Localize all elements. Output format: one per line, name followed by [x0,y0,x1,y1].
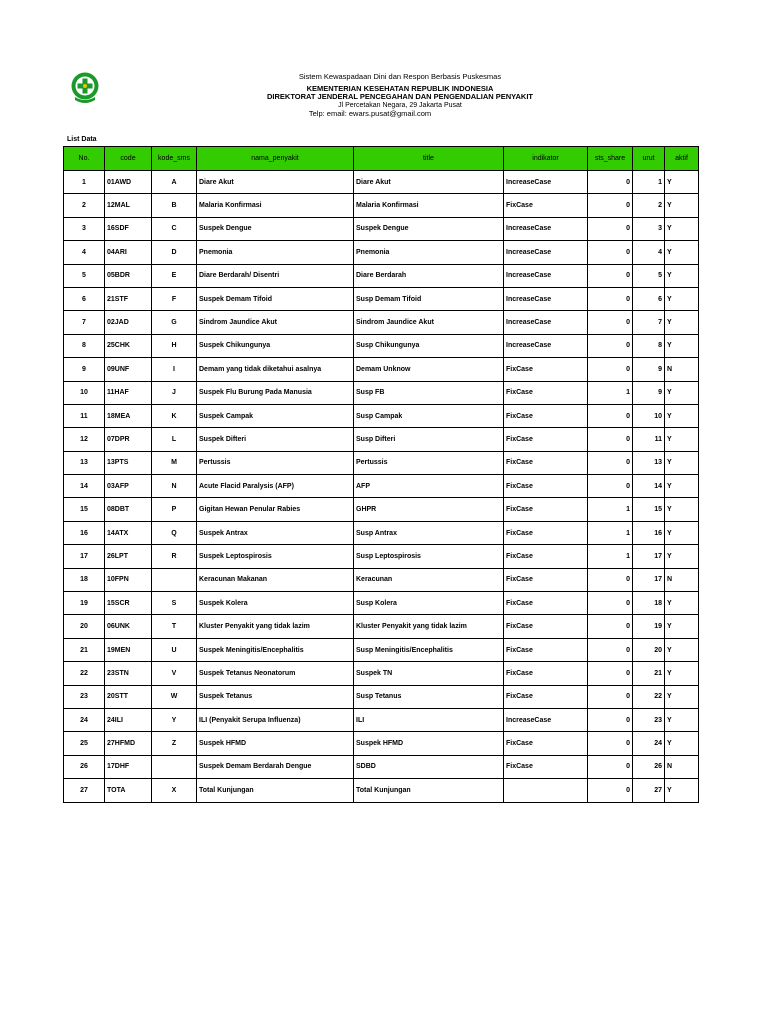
row-urut: 17 [633,545,665,568]
row-number: 24 [64,708,105,731]
row-kode-sms: W [152,685,197,708]
row-number: 20 [64,615,105,638]
row-title: Susp Meningitis/Encephalitis [354,638,504,661]
row-kode-sms: X [152,779,197,802]
table-row [64,334,699,357]
row-kode-sms: C [152,217,197,240]
row-nama-penyakit: Diare Akut [197,171,354,194]
row-aktif: Y [665,662,699,685]
row-kode-sms [152,568,197,591]
row-urut: 5 [633,264,665,287]
row-title: Keracunan [354,568,504,591]
row-sts-share: 1 [588,521,633,544]
row-sts-share: 0 [588,264,633,287]
table-row [64,404,699,427]
row-nama-penyakit: Kluster Penyakit yang tidak lazim [197,615,354,638]
row-code: 19MEN [105,638,152,661]
row-kode-sms: Y [152,708,197,731]
row-aktif: Y [665,404,699,427]
row-code: 10FPN [105,568,152,591]
row-code: 26LPT [105,545,152,568]
row-aktif: Y [665,521,699,544]
row-code: 12MAL [105,194,152,217]
row-kode-sms: P [152,498,197,521]
row-number: 13 [64,451,105,474]
row-number: 16 [64,521,105,544]
row-title: Sindrom Jaundice Akut [354,311,504,334]
row-sts-share: 0 [588,475,633,498]
row-sts-share: 0 [588,451,633,474]
row-nama-penyakit: Suspek Leptospirosis [197,545,354,568]
row-aktif: Y [665,428,699,451]
table-row [64,241,699,264]
row-nama-penyakit: Keracunan Makanan [197,568,354,591]
row-nama-penyakit: Suspek Campak [197,404,354,427]
row-aktif: Y [665,685,699,708]
row-sts-share: 0 [588,287,633,310]
row-urut: 22 [633,685,665,708]
header-system-name: Sistem Kewaspadaan Dini dan Respon Berbasis Puskesmas [298,72,502,81]
row-number: 18 [64,568,105,591]
row-nama-penyakit: Total Kunjungan [197,779,354,802]
row-nama-penyakit: Malaria Konfirmasi [197,194,354,217]
column-header: nama_penyakit [197,147,354,171]
row-nama-penyakit: Suspek Tetanus Neonatorum [197,662,354,685]
row-indikator: FixCase [504,475,588,498]
row-aktif: Y [665,241,699,264]
row-kode-sms: U [152,638,197,661]
row-number: 11 [64,404,105,427]
data-table [63,146,699,803]
column-header: indikator [504,147,588,171]
row-title: Diare Berdarah [354,264,504,287]
row-nama-penyakit: Pnemonia [197,241,354,264]
row-indikator: FixCase [504,358,588,381]
table-header-row [64,147,699,171]
row-code: TOTA [105,779,152,802]
row-urut: 6 [633,287,665,310]
row-code: 20STT [105,685,152,708]
row-nama-penyakit: Suspek Kolera [197,592,354,615]
table-row [64,545,699,568]
row-indikator: FixCase [504,685,588,708]
table-row [64,592,699,615]
row-indikator: FixCase [504,638,588,661]
row-kode-sms: Z [152,732,197,755]
row-number: 27 [64,779,105,802]
row-code: 14ATX [105,521,152,544]
row-kode-sms: M [152,451,197,474]
row-aktif: Y [665,171,699,194]
row-number: 17 [64,545,105,568]
row-aktif: N [665,568,699,591]
row-aktif: Y [665,498,699,521]
table-row [64,381,699,404]
row-code: 24ILI [105,708,152,731]
header-address: Jl Percetakan Negara, 29 Jakarta Pusat [338,102,462,109]
row-aktif: Y [665,287,699,310]
row-indikator: FixCase [504,662,588,685]
row-title: Susp Demam Tifoid [354,287,504,310]
row-nama-penyakit: Suspek Chikungunya [197,334,354,357]
row-urut: 15 [633,498,665,521]
row-indikator [504,779,588,802]
row-indikator: IncreaseCase [504,311,588,334]
row-sts-share: 0 [588,358,633,381]
row-number: 23 [64,685,105,708]
row-nama-penyakit: Suspek Difteri [197,428,354,451]
row-aktif: Y [665,475,699,498]
row-indikator: FixCase [504,755,588,778]
row-code: 25CHK [105,334,152,357]
row-urut: 9 [633,358,665,381]
row-aktif: Y [665,381,699,404]
row-sts-share: 0 [588,404,633,427]
table-row [64,358,699,381]
table-row [64,615,699,638]
row-aktif: N [665,755,699,778]
row-nama-penyakit: Pertussis [197,451,354,474]
table-row [64,287,699,310]
row-title: GHPR [354,498,504,521]
row-urut: 19 [633,615,665,638]
row-sts-share: 0 [588,685,633,708]
row-urut: 10 [633,404,665,427]
row-aktif: Y [665,194,699,217]
row-nama-penyakit: Suspek Demam Berdarah Dengue [197,755,354,778]
row-title: Demam Unknow [354,358,504,381]
row-kode-sms: Q [152,521,197,544]
row-code: 02JAD [105,311,152,334]
row-indikator: IncreaseCase [504,287,588,310]
row-number: 15 [64,498,105,521]
row-indikator: FixCase [504,568,588,591]
row-aktif: Y [665,264,699,287]
row-number: 12 [64,428,105,451]
row-number: 3 [64,217,105,240]
row-sts-share: 0 [588,592,633,615]
row-aktif: Y [665,732,699,755]
row-title: Pnemonia [354,241,504,264]
row-urut: 21 [633,662,665,685]
column-header: sts_share [588,147,633,171]
row-sts-share: 0 [588,662,633,685]
row-nama-penyakit: Suspek Flu Burung Pada Manusia [197,381,354,404]
row-aktif: Y [665,779,699,802]
row-sts-share: 0 [588,311,633,334]
row-kode-sms [152,755,197,778]
kemenkes-logo [70,70,100,106]
header-directorate: DIREKTORAT JENDERAL PENCEGAHAN DAN PENGENDALIAN PENYAKIT [266,92,533,101]
row-aktif: Y [665,638,699,661]
row-number: 7 [64,311,105,334]
row-title: Diare Akut [354,171,504,194]
row-number: 6 [64,287,105,310]
row-indikator: FixCase [504,592,588,615]
row-nama-penyakit: Suspek Demam Tifoid [197,287,354,310]
row-number: 25 [64,732,105,755]
row-aktif: Y [665,592,699,615]
row-sts-share: 1 [588,545,633,568]
table-body [64,171,699,803]
row-title: Total Kunjungan [354,779,504,802]
row-code: 05BDR [105,264,152,287]
row-nama-penyakit: Suspek Meningitis/Encephalitis [197,638,354,661]
row-title: Kluster Penyakit yang tidak lazim [354,615,504,638]
row-indikator: FixCase [504,498,588,521]
row-urut: 11 [633,428,665,451]
column-header: code [105,147,152,171]
table-row [64,755,699,778]
list-title: List Data [67,136,97,143]
header-ministry: KEMENTERIAN KESEHATAN REPUBLIK INDONESIA [306,84,494,93]
row-title: Suspek Dengue [354,217,504,240]
row-title: Susp Difteri [354,428,504,451]
row-nama-penyakit: Suspek HFMD [197,732,354,755]
row-aktif: Y [665,451,699,474]
row-sts-share: 0 [588,732,633,755]
row-title: Suspek HFMD [354,732,504,755]
column-header: title [354,147,504,171]
column-header: No. [64,147,105,171]
row-urut: 23 [633,708,665,731]
table-row [64,568,699,591]
row-nama-penyakit: Suspek Dengue [197,217,354,240]
table-row [64,451,699,474]
row-code: 01AWD [105,171,152,194]
table-row [64,708,699,731]
row-urut: 14 [633,475,665,498]
row-indikator: FixCase [504,732,588,755]
row-code: 15SCR [105,592,152,615]
row-kode-sms: R [152,545,197,568]
row-indikator: IncreaseCase [504,217,588,240]
column-header: kode_sms [152,147,197,171]
row-kode-sms: L [152,428,197,451]
row-urut: 27 [633,779,665,802]
row-sts-share: 0 [588,755,633,778]
row-kode-sms: N [152,475,197,498]
row-nama-penyakit: Suspek Antrax [197,521,354,544]
row-kode-sms: H [152,334,197,357]
table-row [64,779,699,802]
row-number: 26 [64,755,105,778]
row-sts-share: 0 [588,171,633,194]
row-urut: 7 [633,311,665,334]
row-number: 14 [64,475,105,498]
row-sts-share: 0 [588,568,633,591]
row-sts-share: 0 [588,217,633,240]
row-code: 06UNK [105,615,152,638]
row-title: Susp Kolera [354,592,504,615]
row-indikator: FixCase [504,521,588,544]
row-code: 23STN [105,662,152,685]
column-header: aktif [665,147,699,171]
row-code: 09UNF [105,358,152,381]
table-row [64,171,699,194]
row-code: 11HAF [105,381,152,404]
row-nama-penyakit: Suspek Tetanus [197,685,354,708]
table-row [64,638,699,661]
row-indikator: IncreaseCase [504,708,588,731]
row-urut: 16 [633,521,665,544]
row-sts-share: 1 [588,498,633,521]
row-nama-penyakit: Diare Berdarah/ Disentri [197,264,354,287]
header-contact: Telp: email: ewars.pusat@gmail.com [308,109,432,118]
row-indikator: FixCase [504,404,588,427]
row-nama-penyakit: Demam yang tidak diketahui asalnya [197,358,354,381]
row-kode-sms: E [152,264,197,287]
row-kode-sms: I [152,358,197,381]
row-indikator: IncreaseCase [504,264,588,287]
row-urut: 17 [633,568,665,591]
row-number: 22 [64,662,105,685]
table-row [64,685,699,708]
row-sts-share: 0 [588,334,633,357]
row-code: 21STF [105,287,152,310]
row-title: ILI [354,708,504,731]
table-row [64,194,699,217]
row-indikator: IncreaseCase [504,334,588,357]
row-kode-sms: G [152,311,197,334]
row-indikator: FixCase [504,615,588,638]
table-row [64,428,699,451]
row-kode-sms: D [152,241,197,264]
row-title: Susp Antrax [354,521,504,544]
row-title: Susp Chikungunya [354,334,504,357]
row-kode-sms: F [152,287,197,310]
row-code: 13PTS [105,451,152,474]
table-row [64,521,699,544]
row-code: 17DHF [105,755,152,778]
row-number: 5 [64,264,105,287]
row-code: 18MEA [105,404,152,427]
row-indikator: FixCase [504,381,588,404]
row-number: 21 [64,638,105,661]
row-indikator: IncreaseCase [504,171,588,194]
row-sts-share: 0 [588,779,633,802]
row-urut: 18 [633,592,665,615]
row-sts-share: 0 [588,708,633,731]
row-kode-sms: T [152,615,197,638]
row-title: Susp Tetanus [354,685,504,708]
row-indikator: FixCase [504,545,588,568]
row-sts-share: 1 [588,381,633,404]
row-kode-sms: K [152,404,197,427]
row-title: Malaria Konfirmasi [354,194,504,217]
row-urut: 24 [633,732,665,755]
row-aktif: N [665,358,699,381]
row-number: 4 [64,241,105,264]
row-sts-share: 0 [588,638,633,661]
row-number: 2 [64,194,105,217]
row-code: 08DBT [105,498,152,521]
row-aktif: Y [665,615,699,638]
row-urut: 13 [633,451,665,474]
row-title: Pertussis [354,451,504,474]
row-nama-penyakit: Acute Flacid Paralysis (AFP) [197,475,354,498]
row-sts-share: 0 [588,428,633,451]
row-code: 03AFP [105,475,152,498]
row-indikator: FixCase [504,428,588,451]
row-title: Susp Campak [354,404,504,427]
row-aktif: Y [665,217,699,240]
row-kode-sms: A [152,171,197,194]
row-code: 04ARI [105,241,152,264]
row-urut: 3 [633,217,665,240]
row-title: Susp Leptospirosis [354,545,504,568]
row-code: 16SDF [105,217,152,240]
row-code: 27HFMD [105,732,152,755]
row-nama-penyakit: Sindrom Jaundice Akut [197,311,354,334]
row-number: 9 [64,358,105,381]
row-sts-share: 0 [588,241,633,264]
row-sts-share: 0 [588,615,633,638]
table-row [64,732,699,755]
row-kode-sms: S [152,592,197,615]
row-title: Suspek TN [354,662,504,685]
row-aktif: Y [665,334,699,357]
row-urut: 20 [633,638,665,661]
row-urut: 1 [633,171,665,194]
row-indikator: IncreaseCase [504,241,588,264]
table-row [64,311,699,334]
row-nama-penyakit: Gigitan Hewan Penular Rabies [197,498,354,521]
column-header: urut [633,147,665,171]
row-indikator: FixCase [504,194,588,217]
row-urut: 26 [633,755,665,778]
row-kode-sms: V [152,662,197,685]
row-title: AFP [354,475,504,498]
row-number: 19 [64,592,105,615]
row-title: SDBD [354,755,504,778]
row-number: 8 [64,334,105,357]
row-code: 07DPR [105,428,152,451]
row-aktif: Y [665,311,699,334]
table-row [64,662,699,685]
table-row [64,475,699,498]
row-urut: 9 [633,381,665,404]
row-sts-share: 0 [588,194,633,217]
row-indikator: FixCase [504,451,588,474]
row-number: 10 [64,381,105,404]
table-row [64,498,699,521]
table-row [64,264,699,287]
row-urut: 4 [633,241,665,264]
row-nama-penyakit: ILI (Penyakit Serupa Influenza) [197,708,354,731]
row-urut: 8 [633,334,665,357]
row-urut: 2 [633,194,665,217]
table-row [64,217,699,240]
row-aktif: Y [665,545,699,568]
row-aktif: Y [665,708,699,731]
row-title: Susp FB [354,381,504,404]
row-kode-sms: J [152,381,197,404]
row-kode-sms: B [152,194,197,217]
row-number: 1 [64,171,105,194]
